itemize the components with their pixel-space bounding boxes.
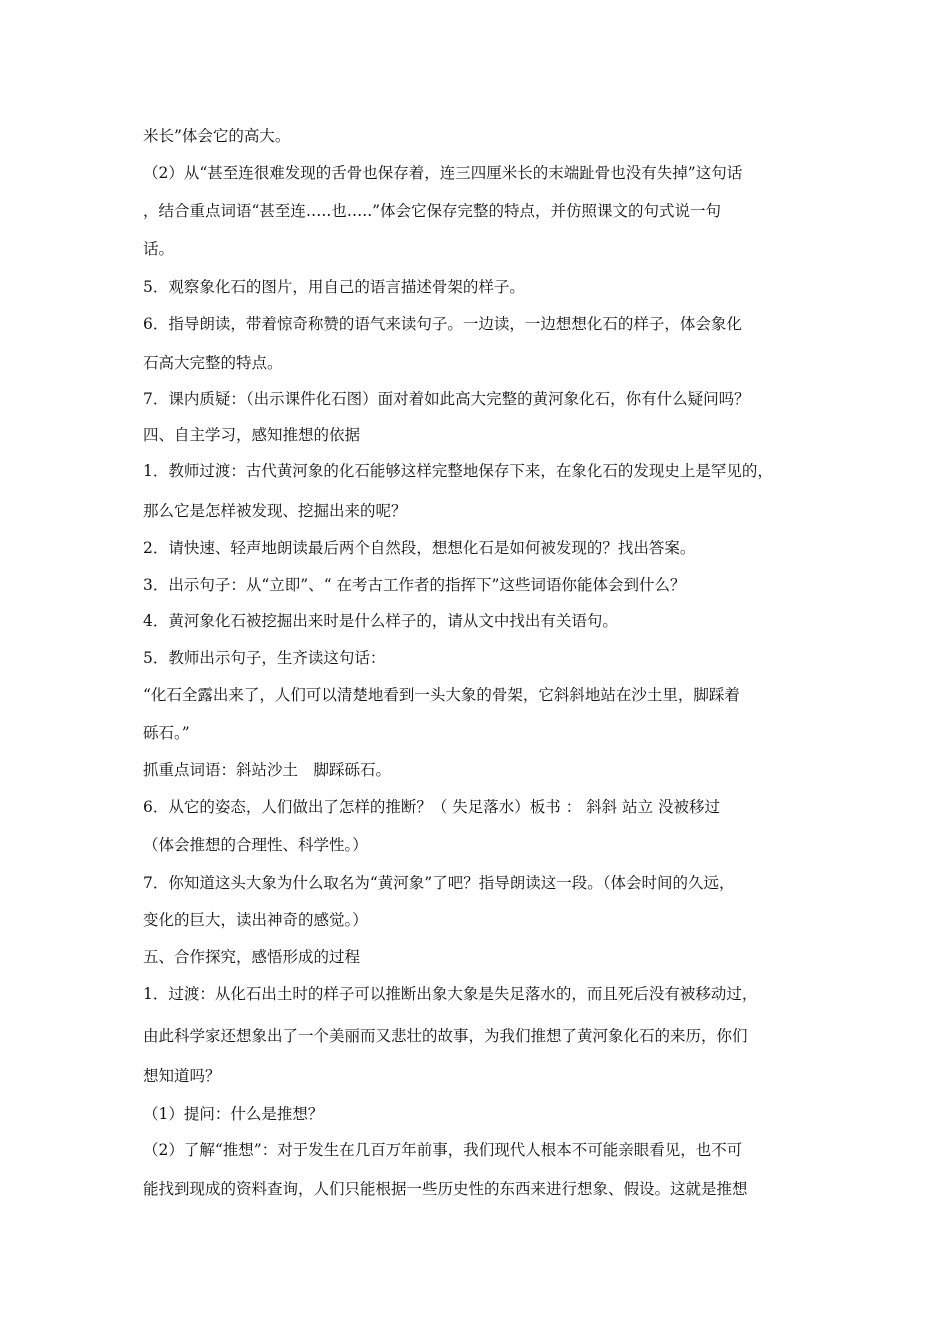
text-line: 变化的巨大，读出神奇的感觉。） [143, 911, 368, 929]
text-line: 1．教师过渡：古代黄河象的化石能够这样完整地保存下来，在象化石的发现史上是罕见的， [143, 462, 773, 480]
section-heading: 五、合作探究，感悟形成的过程 [143, 948, 361, 966]
text-line: 抓重点词语：斜站沙土 脚踩砾石。 [143, 761, 392, 779]
text-line: 1．过渡：从化石出土时的样子可以推断出象大象是失足落水的，而且死后没有被移动过， [143, 985, 758, 1003]
text-line: 6．指导朗读，带着惊奇称赞的语气来读句子。一边读，一边想想化石的样子，体会象化 [143, 315, 742, 333]
text-line: 那么它是怎样被发现、挖掘出来的呢？ [143, 502, 407, 520]
text-line: 6．从它的姿态，人们做出了怎样的推断？（ 失足落水）板书 ： 斜斜 站立 没被移过 [143, 798, 720, 816]
text-line: （1）提问：什么是推想？ [143, 1105, 324, 1123]
text-line: （2）从“甚至连很难发现的舌骨也保存着，连三四厘米长的末端趾骨也没有失掉”这句话 [143, 164, 743, 182]
section-heading: 四、自主学习，感知推想的依据 [143, 426, 361, 444]
text-line: 3．出示句子：从“立即”、“ 在考古工作者的指挥下”这些词语你能体会到什么？ [143, 576, 686, 594]
text-line: 想知道吗？ [143, 1067, 221, 1085]
text-line: 7．你知道这头大象为什么取名为“黄河象”了吧？指导朗读这一段。（体会时间的久远， [143, 874, 735, 892]
text-line: 5．观察象化石的图片，用自己的语言描述骨架的样子。 [143, 278, 525, 296]
text-line: 米长”体会它的高大。 [143, 127, 291, 145]
text-line: ，结合重点词语“甚至连…..也…..”体会它保存完整的特点，并仿照课文的句式说一句 [143, 202, 722, 220]
text-line: 4．黄河象化石被挖掘出来时是什么样子的，请从文中找出有关语句。 [143, 612, 618, 630]
quote-line: 砾石。” [143, 724, 190, 742]
text-line: 能找到现成的资料查询，人们只能根据一些历史性的东西来进行想象、假设。这就是推想 [143, 1180, 748, 1198]
text-line: （体会推想的合理性、科学性。） [143, 836, 368, 854]
text-line: 2．请快速、轻声地朗读最后两个自然段，想想化石是如何被发现的？找出答案。 [143, 539, 696, 557]
text-line: 话。 [143, 240, 175, 258]
text-line: 由此科学家还想象出了一个美丽而又悲壮的故事，为我们推想了黄河象化石的来历，你们 [143, 1027, 748, 1045]
text-line: （2）了解“推想”：对于发生在几百万年前事，我们现代人根本不可能亲眼看见，也不可 [143, 1141, 743, 1159]
quote-line: “化石全露出来了，人们可以清楚地看到一头大象的骨架，它斜斜地站在沙土里，脚踩着 [143, 686, 740, 704]
text-line: 石高大完整的特点。 [143, 354, 283, 372]
text-line: 7．课内质疑：（出示课件化石图）面对着如此高大完整的黄河象化石，你有什么疑问吗？ [143, 390, 750, 408]
text-line: 5．教师出示句子，生齐读这句话： [143, 649, 386, 667]
